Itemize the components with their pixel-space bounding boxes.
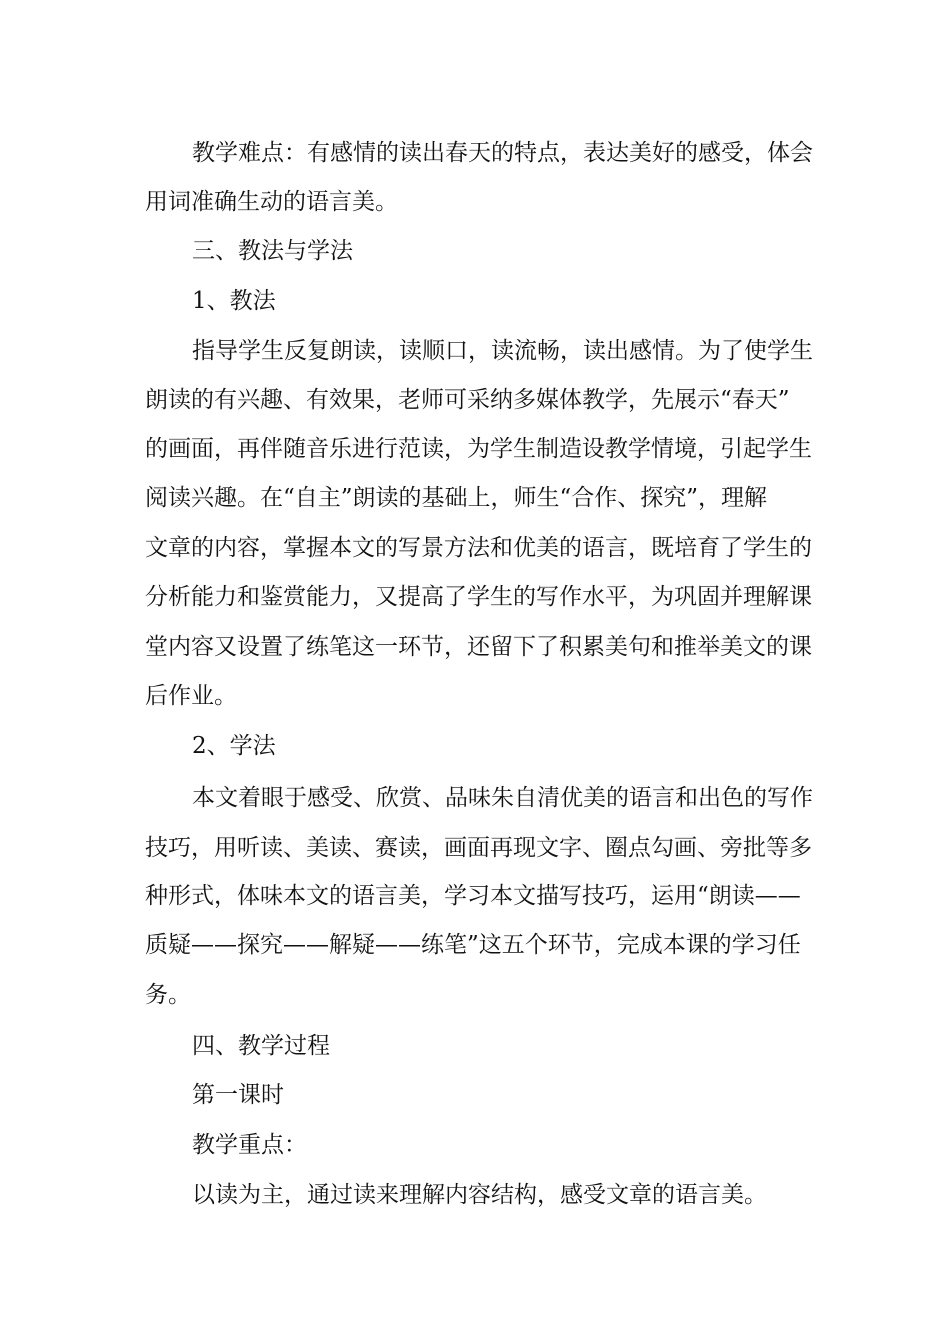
method-paragraph-line-2: 朗读的有兴趣、有效果，老师可采纳多媒体教学，先展示“春天” (145, 387, 790, 413)
difficulty-line-1: 教学难点：有感情的读出春天的特点，表达美好的感受，体会 (192, 140, 813, 166)
learning-paragraph-line-1: 本文着眼于感受、欣赏、品味朱自清优美的语言和出色的写作 (192, 785, 813, 811)
teaching-focus-text: 以读为主，通过读来理解内容结构，感受文章的语言美。 (192, 1182, 767, 1208)
method-paragraph-line-7: 堂内容又设置了练笔这一环节，还留下了积累美句和推举美文的课 (145, 634, 812, 660)
difficulty-line-2: 用词准确生动的语言美。 (145, 189, 398, 215)
section-four-heading: 四、教学过程 (192, 1033, 330, 1059)
teaching-method-heading: 1、教法 (192, 288, 276, 314)
method-paragraph-line-1: 指导学生反复朗读，读顺口，读流畅，读出感情。为了使学生 (192, 338, 813, 364)
method-paragraph-line-8: 后作业。 (145, 683, 237, 709)
first-lesson-heading: 第一课时 (192, 1082, 284, 1108)
teaching-focus-heading: 教学重点： (192, 1132, 307, 1158)
learning-paragraph-line-5: 务。 (145, 982, 191, 1008)
learning-paragraph-line-2: 技巧，用听读、美读、赛读，画面再现文字、圈点勾画、旁批等多 (145, 835, 812, 861)
learning-paragraph-line-3: 种形式，体味本文的语言美，学习本文描写技巧，运用“朗读—— (145, 883, 801, 909)
section-three-heading: 三、教法与学法 (192, 238, 353, 264)
learning-method-heading: 2、学法 (192, 733, 276, 759)
method-paragraph-line-5: 文章的内容，掌握本文的写景方法和优美的语言，既培育了学生的 (145, 535, 812, 561)
method-paragraph-line-6: 分析能力和鉴赏能力，又提高了学生的写作水平，为巩固并理解课 (145, 584, 812, 610)
method-paragraph-line-4: 阅读兴趣。在“自主”朗读的基础上，师生“合作、探究”，理解 (145, 485, 768, 511)
learning-paragraph-line-4: 质疑——探究——解疑——练笔”这五个环节，完成本课的学习任 (145, 932, 801, 958)
method-paragraph-line-3: 的画面，再伴随音乐进行范读，为学生制造设教学情境，引起学生 (145, 436, 812, 462)
